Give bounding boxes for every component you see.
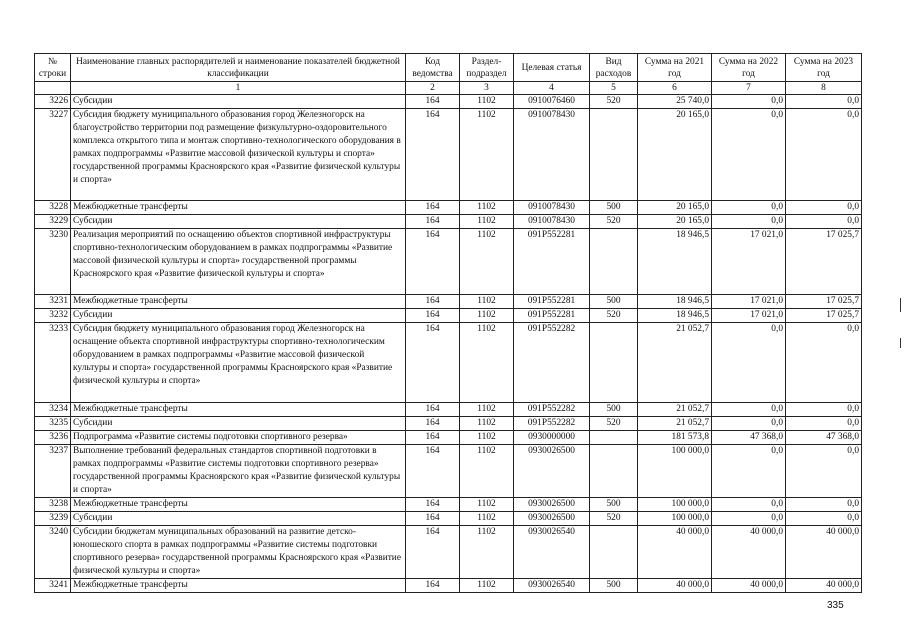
budget-table bbox=[34, 53, 862, 593]
col-header-target: Целевая статья bbox=[514, 54, 590, 82]
dept-code-cell: 164 bbox=[406, 201, 460, 215]
sum-2021-cell: 40 000,0 bbox=[638, 579, 712, 593]
sum-2021-cell: 100 000,0 bbox=[638, 445, 712, 498]
sum-2022-cell: 0,0 bbox=[712, 417, 786, 431]
table-row bbox=[35, 215, 862, 229]
target-article-cell: 0910078430 bbox=[514, 109, 590, 201]
sum-2021-cell: 20 165,0 bbox=[638, 215, 712, 229]
section-cell: 1102 bbox=[460, 431, 514, 445]
expense-type-cell: 500 bbox=[590, 201, 638, 215]
col-header-name: Наименование главных распорядителей и наименование показателей бюджетной классификации bbox=[71, 54, 406, 82]
table-row bbox=[35, 417, 862, 431]
table-row bbox=[35, 201, 862, 215]
col-number-blank bbox=[35, 82, 71, 95]
row-number-cell: 3228 bbox=[35, 201, 71, 215]
target-article-cell: 0910078430 bbox=[514, 201, 590, 215]
dept-code-cell: 164 bbox=[406, 526, 460, 579]
dept-code-cell: 164 bbox=[406, 403, 460, 417]
dept-code-cell: 164 bbox=[406, 215, 460, 229]
section-cell: 1102 bbox=[460, 526, 514, 579]
target-article-cell: 0930000000 bbox=[514, 431, 590, 445]
sum-2021-cell: 20 165,0 bbox=[638, 201, 712, 215]
dept-code-cell: 164 bbox=[406, 498, 460, 512]
sum-2023-cell: 0,0 bbox=[786, 215, 862, 229]
sum-2022-cell: 40 000,0 bbox=[712, 526, 786, 579]
sum-2022-cell: 17 021,0 bbox=[712, 309, 786, 323]
section-cell: 1102 bbox=[460, 215, 514, 229]
target-article-cell: 0930026500 bbox=[514, 512, 590, 526]
row-name-cell: Межбюджетные трансферты bbox=[71, 498, 406, 512]
dept-code-cell: 164 bbox=[406, 229, 460, 295]
expense-type-cell: 520 bbox=[590, 95, 638, 109]
sum-2023-cell: 0,0 bbox=[786, 498, 862, 512]
sum-2021-cell: 18 946,5 bbox=[638, 229, 712, 295]
col-number: 7 bbox=[712, 82, 786, 95]
table-row bbox=[35, 526, 862, 579]
sum-2023-cell: 0,0 bbox=[786, 109, 862, 201]
sum-2022-cell: 0,0 bbox=[712, 215, 786, 229]
section-cell: 1102 bbox=[460, 229, 514, 295]
dept-code-cell: 164 bbox=[406, 95, 460, 109]
sum-2022-cell: 17 021,0 bbox=[712, 295, 786, 309]
table-row bbox=[35, 109, 862, 201]
row-number-cell: 3229 bbox=[35, 215, 71, 229]
dept-code-cell: 164 bbox=[406, 512, 460, 526]
col-number: 6 bbox=[638, 82, 712, 95]
table-row bbox=[35, 323, 862, 403]
sum-2021-cell: 181 573,8 bbox=[638, 431, 712, 445]
row-name-cell: Субсидии бюджетам муниципальных образований на развитие детско-юношеского спорта в рамках подпрограммы «Развитие системы подготовки спортивного резерва» государственной программы Красноярского края «Развитие физической культуры и спорта» bbox=[71, 526, 406, 579]
sum-2023-cell: 0,0 bbox=[786, 445, 862, 498]
sum-2021-cell: 18 946,5 bbox=[638, 309, 712, 323]
section-cell: 1102 bbox=[460, 579, 514, 593]
target-article-cell: 091P552282 bbox=[514, 323, 590, 403]
sum-2023-cell: 0,0 bbox=[786, 403, 862, 417]
row-number-cell: 3236 bbox=[35, 431, 71, 445]
row-name-cell: Межбюджетные трансферты bbox=[71, 295, 406, 309]
row-number-cell: 3231 bbox=[35, 295, 71, 309]
row-number-cell: 3234 bbox=[35, 403, 71, 417]
row-number-cell: 3226 bbox=[35, 95, 71, 109]
target-article-cell: 0930026500 bbox=[514, 445, 590, 498]
col-number: 4 bbox=[514, 82, 590, 95]
col-number: 2 bbox=[406, 82, 460, 95]
row-name-cell: Межбюджетные трансферты bbox=[71, 403, 406, 417]
row-number-cell: 3235 bbox=[35, 417, 71, 431]
col-number: 5 bbox=[590, 82, 638, 95]
sum-2023-cell: 17 025,7 bbox=[786, 229, 862, 295]
table-body bbox=[35, 95, 862, 593]
target-article-cell: 091P552281 bbox=[514, 309, 590, 323]
row-name-cell: Субсидии bbox=[71, 512, 406, 526]
sum-2023-cell: 40 000,0 bbox=[786, 526, 862, 579]
expense-type-cell: 500 bbox=[590, 498, 638, 512]
section-cell: 1102 bbox=[460, 95, 514, 109]
section-cell: 1102 bbox=[460, 201, 514, 215]
target-article-cell: 0910078430 bbox=[514, 215, 590, 229]
row-name-cell: Выполнение требований федеральных стандартов спортивной подготовки в рамках подпрограммы «Развитие системы подготовки спортивного резерва» государственной программы Красноярского края «Развитие физической культуры и спорта» bbox=[71, 445, 406, 498]
table-row bbox=[35, 512, 862, 526]
row-name-cell: Подпрограмма «Развитие системы подготовки спортивного резерва» bbox=[71, 431, 406, 445]
table-row bbox=[35, 95, 862, 109]
row-name-cell: Субсидии bbox=[71, 215, 406, 229]
table-row bbox=[35, 431, 862, 445]
sum-2022-cell: 0,0 bbox=[712, 323, 786, 403]
row-number-cell: 3237 bbox=[35, 445, 71, 498]
sum-2023-cell: 0,0 bbox=[786, 512, 862, 526]
sum-2022-cell: 0,0 bbox=[712, 512, 786, 526]
row-name-cell: Субсидии bbox=[71, 95, 406, 109]
dept-code-cell: 164 bbox=[406, 579, 460, 593]
row-name-cell: Межбюджетные трансферты bbox=[71, 579, 406, 593]
target-article-cell: 091P552282 bbox=[514, 417, 590, 431]
target-article-cell: 091P552282 bbox=[514, 403, 590, 417]
dept-code-cell: 164 bbox=[406, 445, 460, 498]
col-number: 1 bbox=[71, 82, 406, 95]
sum-2023-cell: 0,0 bbox=[786, 323, 862, 403]
scan-edge-mark bbox=[900, 298, 901, 312]
sum-2023-cell: 17 025,7 bbox=[786, 309, 862, 323]
section-cell: 1102 bbox=[460, 512, 514, 526]
row-name-cell: Субсидия бюджету муниципального образования город Железногорск на благоустройство территории под размещение физкультурно-оздоровительного комплекса открытого типа и монтаж спортивно-технологического оборудования в рамках подпрограммы «Развитие массовой физической культуры и спорта» государственной программы Красноярского края «Развитие физической культуры и спорта» bbox=[71, 109, 406, 201]
sum-2023-cell: 17 025,7 bbox=[786, 295, 862, 309]
col-header-dept-code: Код ведомства bbox=[406, 54, 460, 82]
target-article-cell: 0930026540 bbox=[514, 526, 590, 579]
sum-2023-cell: 0,0 bbox=[786, 95, 862, 109]
table-row bbox=[35, 579, 862, 593]
row-name-cell: Межбюджетные трансферты bbox=[71, 201, 406, 215]
target-article-cell: 0930026500 bbox=[514, 498, 590, 512]
sum-2021-cell: 100 000,0 bbox=[638, 498, 712, 512]
scan-edge-mark bbox=[900, 338, 901, 348]
dept-code-cell: 164 bbox=[406, 109, 460, 201]
sum-2021-cell: 25 740,0 bbox=[638, 95, 712, 109]
sum-2022-cell: 0,0 bbox=[712, 445, 786, 498]
column-number-row bbox=[35, 82, 862, 95]
section-cell: 1102 bbox=[460, 445, 514, 498]
expense-type-cell bbox=[590, 445, 638, 498]
target-article-cell: 091P552281 bbox=[514, 229, 590, 295]
section-cell: 1102 bbox=[460, 309, 514, 323]
sum-2023-cell: 47 368,0 bbox=[786, 431, 862, 445]
sum-2022-cell: 0,0 bbox=[712, 109, 786, 201]
expense-type-cell: 520 bbox=[590, 512, 638, 526]
section-cell: 1102 bbox=[460, 498, 514, 512]
expense-type-cell bbox=[590, 526, 638, 579]
col-header-expense-type: Вид расходов bbox=[590, 54, 638, 82]
section-cell: 1102 bbox=[460, 403, 514, 417]
row-number-cell: 3241 bbox=[35, 579, 71, 593]
row-number-cell: 3240 bbox=[35, 526, 71, 579]
table-row bbox=[35, 295, 862, 309]
sum-2023-cell: 40 000,0 bbox=[786, 579, 862, 593]
sum-2021-cell: 18 946,5 bbox=[638, 295, 712, 309]
sum-2021-cell: 21 052,7 bbox=[638, 323, 712, 403]
row-number-cell: 3238 bbox=[35, 498, 71, 512]
sum-2021-cell: 21 052,7 bbox=[638, 403, 712, 417]
table-row bbox=[35, 403, 862, 417]
sum-2022-cell: 0,0 bbox=[712, 95, 786, 109]
row-name-cell: Реализация мероприятий по оснащению объектов спортивной инфраструктуры спортивно-технологическим оборудованием в рамках подпрограммы «Развитие массовой физической культуры и спорта» государственной программы Красноярского края «Развитие физической культуры и спорта» bbox=[71, 229, 406, 295]
col-header-row-number: № строки bbox=[35, 54, 71, 82]
row-number-cell: 3230 bbox=[35, 229, 71, 295]
row-name-cell: Субсидия бюджету муниципального образования город Железногорск на оснащение объекта спортивной инфраструктуры спортивно-технологическим оборудованием в рамках подпрограммы «Развитие массовой физической культуры и спорта» государственной программы Красноярского края «Развитие физической культуры и спорта» bbox=[71, 323, 406, 403]
expense-type-cell: 500 bbox=[590, 295, 638, 309]
expense-type-cell: 520 bbox=[590, 417, 638, 431]
table-row bbox=[35, 445, 862, 498]
col-header-sum-2022: Сумма на 2022 год bbox=[712, 54, 786, 82]
target-article-cell: 091P552281 bbox=[514, 295, 590, 309]
expense-type-cell: 500 bbox=[590, 579, 638, 593]
row-name-cell: Субсидии bbox=[71, 309, 406, 323]
table-row bbox=[35, 309, 862, 323]
expense-type-cell bbox=[590, 431, 638, 445]
dept-code-cell: 164 bbox=[406, 309, 460, 323]
expense-type-cell bbox=[590, 109, 638, 201]
sum-2021-cell: 40 000,0 bbox=[638, 526, 712, 579]
col-header-section: Раздел-подраздел bbox=[460, 54, 514, 82]
section-cell: 1102 bbox=[460, 109, 514, 201]
dept-code-cell: 164 bbox=[406, 431, 460, 445]
sum-2022-cell: 0,0 bbox=[712, 403, 786, 417]
sum-2022-cell: 47 368,0 bbox=[712, 431, 786, 445]
table-row bbox=[35, 498, 862, 512]
sum-2021-cell: 21 052,7 bbox=[638, 417, 712, 431]
row-number-cell: 3233 bbox=[35, 323, 71, 403]
sum-2022-cell: 0,0 bbox=[712, 498, 786, 512]
row-name-cell: Субсидии bbox=[71, 417, 406, 431]
sum-2023-cell: 0,0 bbox=[786, 201, 862, 215]
target-article-cell: 0910076460 bbox=[514, 95, 590, 109]
row-number-cell: 3227 bbox=[35, 109, 71, 201]
col-number: 3 bbox=[460, 82, 514, 95]
col-header-sum-2023: Сумма на 2023 год bbox=[786, 54, 862, 82]
section-cell: 1102 bbox=[460, 323, 514, 403]
expense-type-cell bbox=[590, 323, 638, 403]
dept-code-cell: 164 bbox=[406, 323, 460, 403]
table-row bbox=[35, 229, 862, 295]
col-header-sum-2021: Сумма на 2021 год bbox=[638, 54, 712, 82]
header-row bbox=[35, 54, 862, 82]
dept-code-cell: 164 bbox=[406, 417, 460, 431]
row-number-cell: 3239 bbox=[35, 512, 71, 526]
expense-type-cell: 500 bbox=[590, 403, 638, 417]
expense-type-cell: 520 bbox=[590, 309, 638, 323]
sum-2022-cell: 17 021,0 bbox=[712, 229, 786, 295]
expense-type-cell bbox=[590, 229, 638, 295]
dept-code-cell: 164 bbox=[406, 295, 460, 309]
section-cell: 1102 bbox=[460, 295, 514, 309]
sum-2023-cell: 0,0 bbox=[786, 417, 862, 431]
page-number: 335 bbox=[827, 600, 844, 611]
sum-2021-cell: 20 165,0 bbox=[638, 109, 712, 201]
col-number: 8 bbox=[786, 82, 862, 95]
section-cell: 1102 bbox=[460, 417, 514, 431]
target-article-cell: 0930026540 bbox=[514, 579, 590, 593]
expense-type-cell: 520 bbox=[590, 215, 638, 229]
sum-2022-cell: 0,0 bbox=[712, 201, 786, 215]
sum-2021-cell: 100 000,0 bbox=[638, 512, 712, 526]
sum-2022-cell: 40 000,0 bbox=[712, 579, 786, 593]
row-number-cell: 3232 bbox=[35, 309, 71, 323]
